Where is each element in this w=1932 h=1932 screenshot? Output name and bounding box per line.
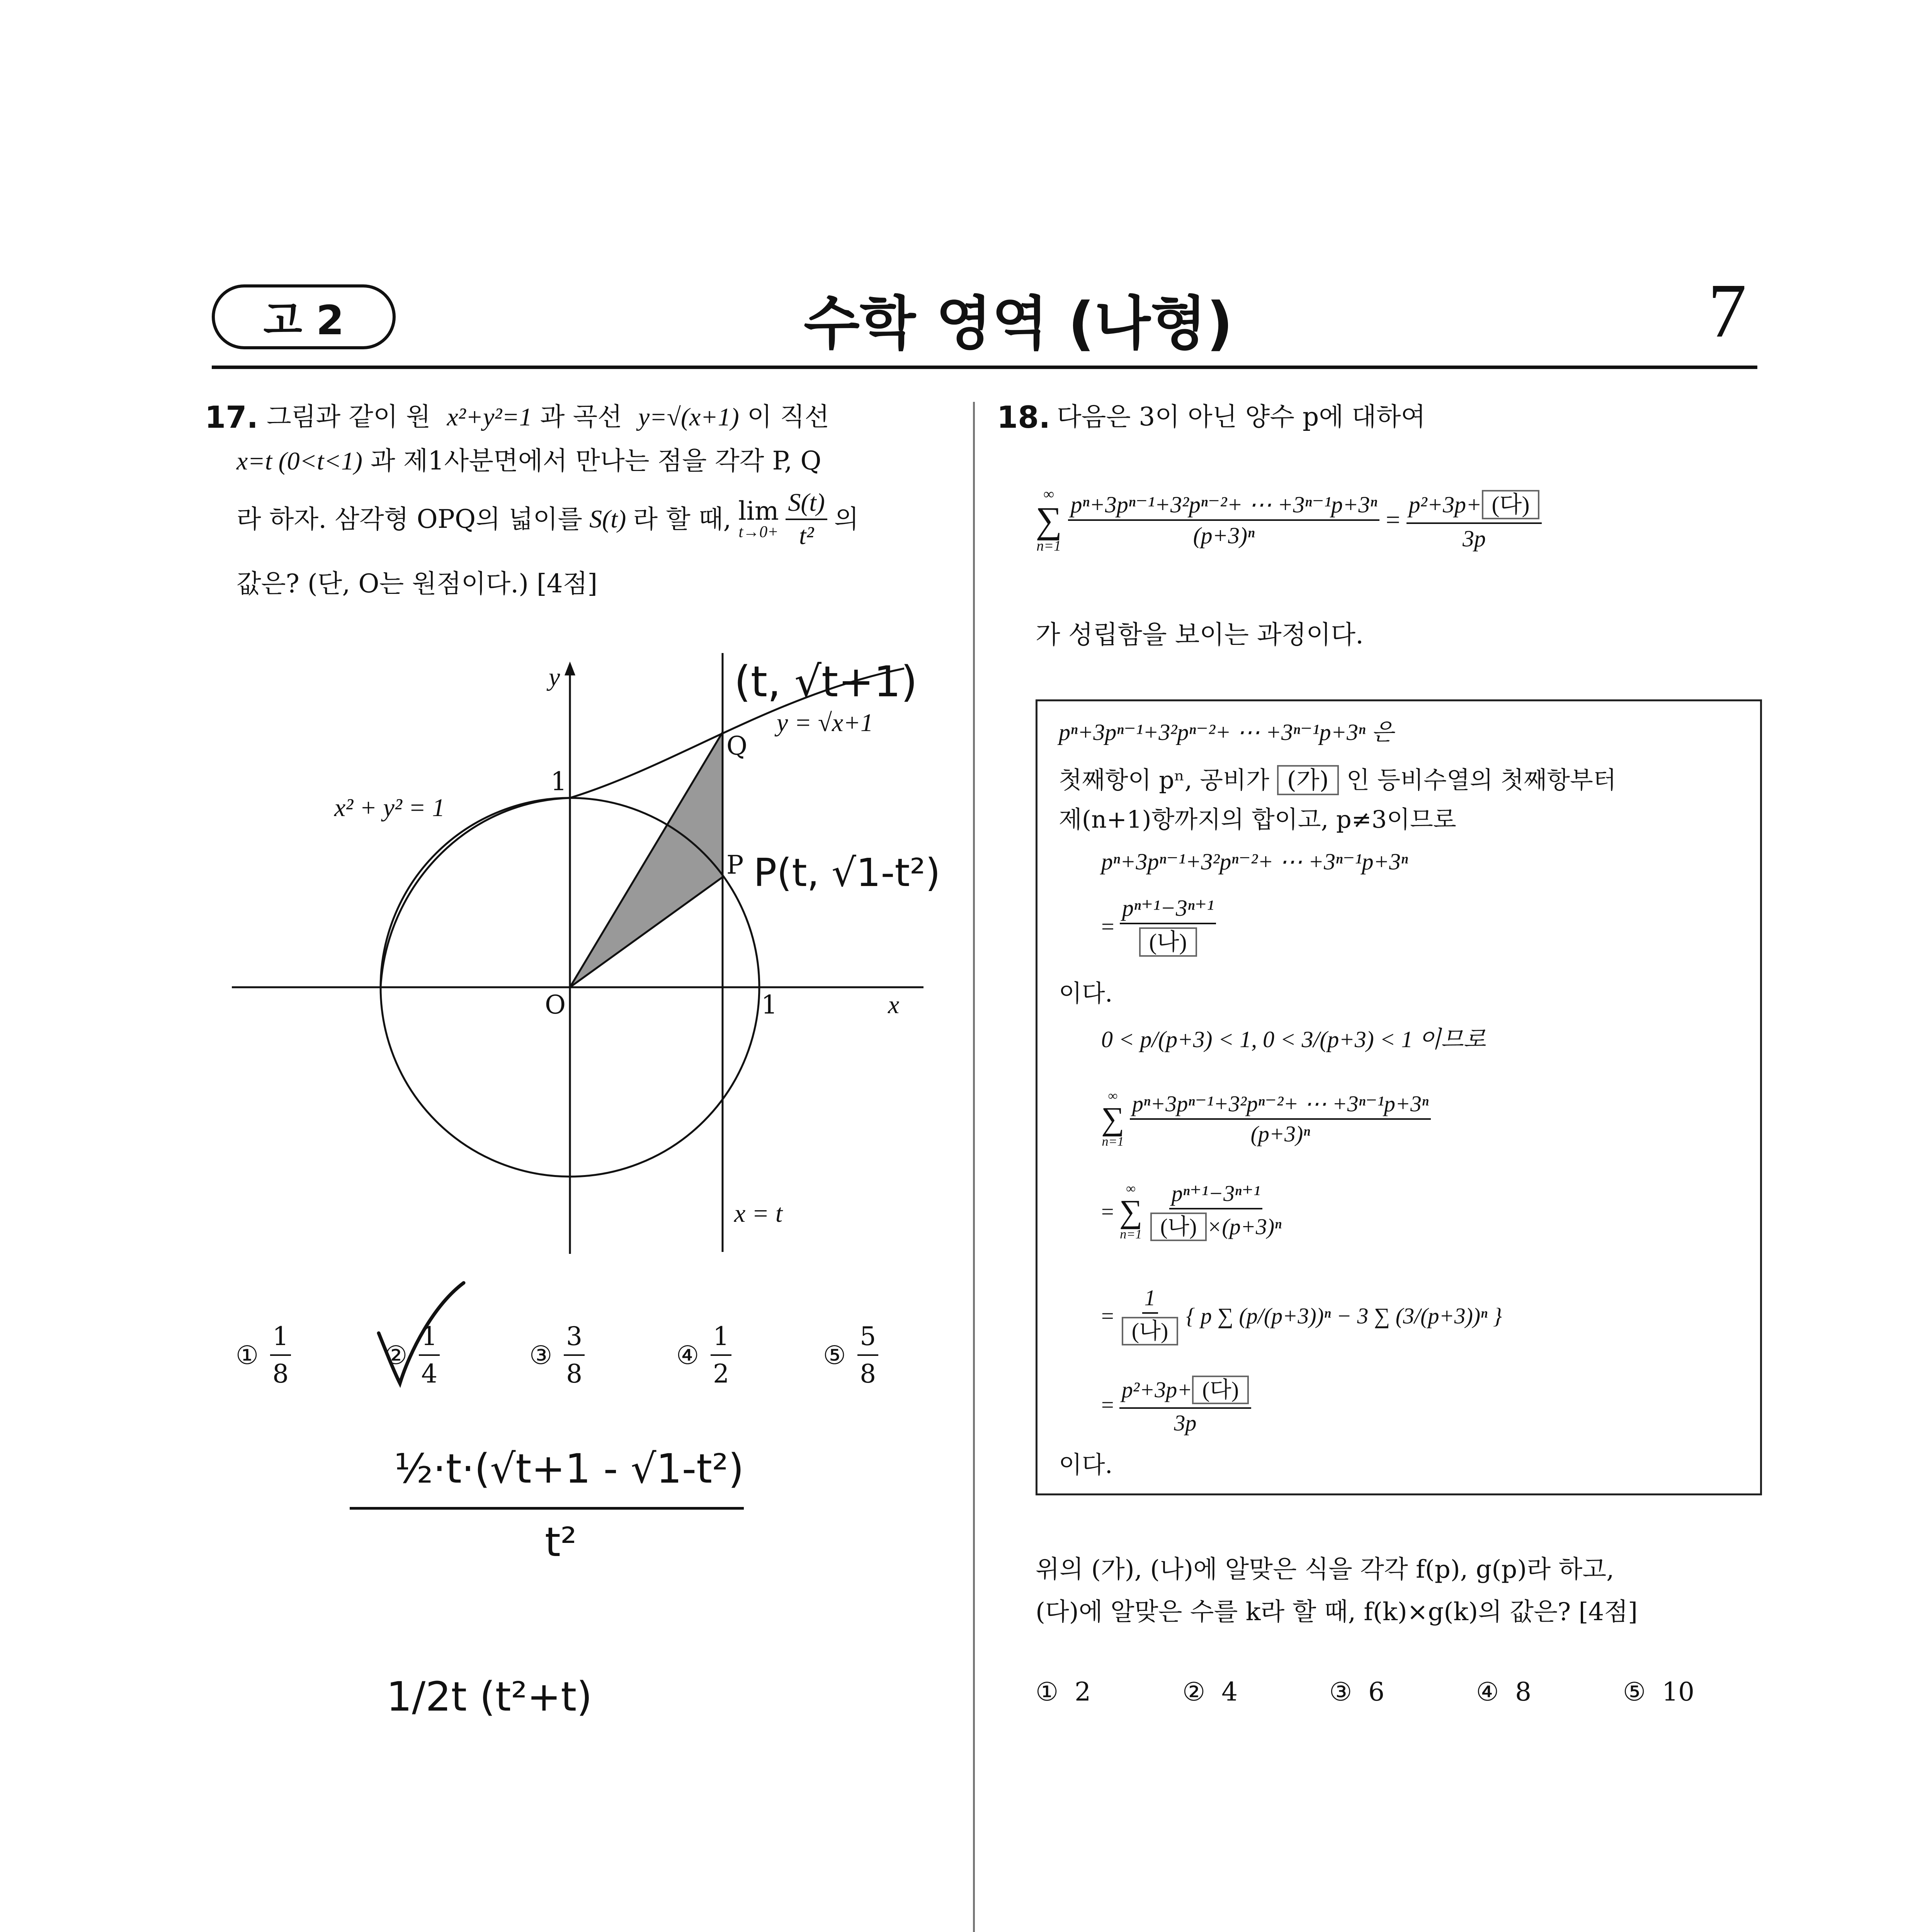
blank-ga: (가) bbox=[1277, 765, 1339, 795]
tick-one-y: 1 bbox=[551, 767, 567, 796]
handwritten-fraction-bar bbox=[350, 1507, 744, 1510]
question-text: 위의 (가), (나)에 알맞은 식을 각각 f(p), g(p)라 하고, bbox=[1036, 1555, 1614, 1584]
choice-4[interactable]: ④ $\frac{1}{2}$ bbox=[676, 1321, 731, 1389]
choice-3[interactable]: ③ 6 bbox=[1329, 1677, 1385, 1707]
header-rule bbox=[212, 366, 1757, 369]
proof-line: 이다. bbox=[1059, 1451, 1113, 1479]
choice-5[interactable]: ⑤ $\frac{5}{8}$ bbox=[823, 1321, 878, 1389]
choice-2[interactable]: ② $\frac{1}{4}$ bbox=[384, 1321, 440, 1389]
proof-line: pⁿ+3pⁿ⁻¹+3²pⁿ⁻²+ ⋯ +3ⁿ⁻¹p+3ⁿ 은 bbox=[1059, 719, 1394, 745]
question-text: (다)에 알맞은 수를 k라 할 때, f(k)×g(k)의 값은? [4점] bbox=[1036, 1598, 1638, 1626]
proof-line: 제(n+1)항까지의 합이고, p≠3이므로 bbox=[1059, 805, 1456, 833]
triangle-opq bbox=[570, 732, 723, 987]
line-label: x = t bbox=[734, 1199, 783, 1228]
choice-3[interactable]: ③ $\frac{3}{8}$ bbox=[529, 1321, 585, 1389]
question-text: 다음은 3이 아닌 양수 p에 대하여 bbox=[1057, 402, 1426, 432]
limit-fraction: $\frac{S(t)}{\text{t²}}$ bbox=[786, 490, 827, 549]
grade-badge: 고 2 bbox=[212, 284, 396, 349]
proof-line: = $\frac{1}{\text{(나)}}$ { p ∑ (p/(p+3))ⁿ − 3 ∑ (3/(p+3))ⁿ } bbox=[1101, 1287, 1502, 1345]
checkmark-icon bbox=[371, 1275, 471, 1391]
handwritten-point-q: (t, √t+1) bbox=[734, 657, 918, 706]
point-p-label: P bbox=[726, 850, 744, 880]
question-text: 그림과 같이 원 x²+y²=1 과 곡선 y=√(x+1) 이 직선 bbox=[267, 402, 829, 432]
handwritten-point-p: P(t, √1-t²) bbox=[753, 850, 940, 895]
handwritten-work-denominator: t² bbox=[545, 1519, 577, 1566]
question-number: 17. bbox=[205, 400, 259, 435]
choice-5[interactable]: ⑤ 10 bbox=[1623, 1677, 1695, 1707]
choice-2[interactable]: ② 4 bbox=[1182, 1677, 1238, 1707]
origin-label: O bbox=[545, 990, 566, 1020]
point-q-label: Q bbox=[726, 731, 748, 761]
handwritten-work-simplified: 1/2t (t²+t) bbox=[386, 1673, 592, 1720]
proof-line: 첫째항이 pⁿ, 공비가 (가) 인 등비수열의 첫째항부터 bbox=[1059, 765, 1616, 795]
y-axis-label: y bbox=[549, 663, 560, 691]
limit: lim t→0+ bbox=[738, 496, 779, 541]
choice-1[interactable]: ① $\frac{1}{8}$ bbox=[236, 1321, 291, 1389]
proof-line: 0 < p/(p+3) < 1, 0 < 3/(p+3) < 1 이므로 bbox=[1101, 1027, 1486, 1052]
blank-da: (다) bbox=[1482, 490, 1540, 519]
proof-line: = ∞ ∑ n=1 $\frac{\text{pⁿ⁺¹−3ⁿ⁺¹}}{\text{(나) ×(p+3)ⁿ}}$ bbox=[1101, 1181, 1282, 1242]
tick-one-x: 1 bbox=[761, 990, 777, 1020]
circle-label: x² + y² = 1 bbox=[334, 794, 445, 822]
question-text: 값은? (단, O는 원점이다.) [4점] bbox=[236, 569, 598, 599]
column-divider bbox=[973, 402, 975, 1932]
proof-line: = $\frac{\text{pⁿ⁺¹−3ⁿ⁺¹}}{\text{(나)}}$ bbox=[1101, 896, 1216, 957]
proof-line: pⁿ+3pⁿ⁻¹+3²pⁿ⁻²+ ⋯ +3ⁿ⁻¹p+3ⁿ bbox=[1101, 849, 1408, 874]
proof-line: ∞ ∑ n=1 $\frac{\text{pⁿ+3pⁿ⁻¹+3²pⁿ⁻²+ ⋯ +3ⁿ⁻¹p+3ⁿ}}{\text{(p+3)ⁿ}}$ bbox=[1101, 1090, 1431, 1148]
x-axis-label: x bbox=[888, 991, 900, 1019]
sum-symbol: ∞ ∑ n=1 bbox=[1036, 486, 1062, 554]
proof-line: 이다. bbox=[1059, 979, 1113, 1007]
question-number: 18. bbox=[997, 400, 1051, 435]
question-text: 라 하자. 삼각형 OPQ의 넓이를 S(t) 라 할 때, lim t→0+ $\frac{S(t)}{\text{t²}}$ 의 bbox=[236, 488, 859, 550]
blank-na: (나) bbox=[1139, 927, 1197, 957]
question-text: 가 성립함을 보이는 과정이다. bbox=[1036, 620, 1364, 650]
curve-label: y = √x+1 bbox=[777, 709, 873, 737]
page-title: 수학 영역 (나형) bbox=[804, 290, 1233, 357]
page-number: 7 bbox=[1708, 268, 1747, 354]
handwritten-work-numerator: ½·t·(√t+1 - √1-t²) bbox=[394, 1445, 744, 1492]
question-text: x=t (0<t<1) 과 제1사분면에서 만나는 점을 각각 P, Q bbox=[236, 446, 821, 476]
proof-line: = $\frac{\text{p²+3p+ (다)}}{3p}$ bbox=[1101, 1376, 1251, 1434]
identity-equation: ∞ ∑ n=1 $\frac{\text{pⁿ+3pⁿ⁻¹+3²pⁿ⁻²+ ⋯ +3ⁿ⁻¹p+3ⁿ}}{\text{(p+3)ⁿ}}$ = $\frac{\text{p²+3p+ (다)}}{3p}$ bbox=[1036, 487, 1542, 553]
choice-4[interactable]: ④ 8 bbox=[1476, 1677, 1532, 1707]
choice-1[interactable]: ① 2 bbox=[1036, 1677, 1091, 1707]
y-arrow bbox=[565, 662, 575, 675]
